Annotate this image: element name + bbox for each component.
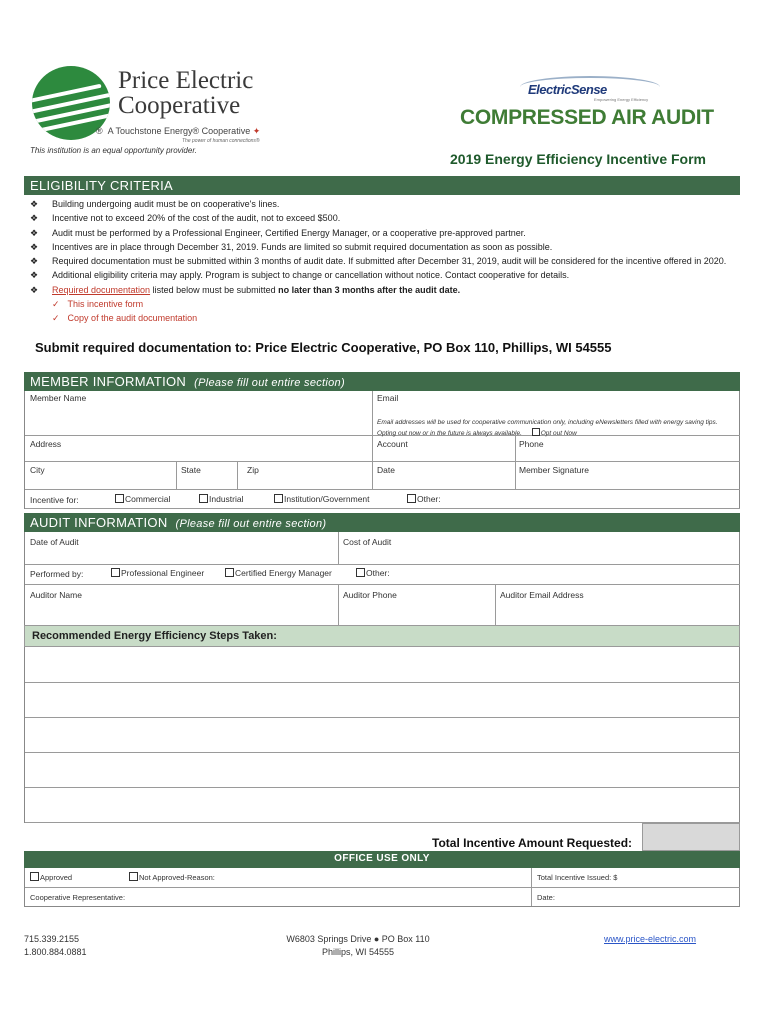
other-incentive-checkbox[interactable]: Other: (407, 494, 441, 504)
required-documentation-link[interactable]: Required documentation (52, 284, 151, 295)
not-approved-checkbox[interactable]: Not Approved-Reason: (129, 872, 215, 882)
approved-checkbox[interactable]: Approved (30, 872, 72, 882)
certified-energy-manager-checkbox[interactable]: Certified Energy Manager (225, 568, 332, 578)
page-title: COMPRESSED AIR AUDIT (460, 106, 714, 129)
address-field[interactable]: Address (30, 439, 62, 449)
program-logo: ElectricSense (528, 82, 607, 97)
recommended-steps-lines[interactable] (24, 647, 740, 823)
footer-address: W6803 Springs Drive ● PO Box 110 Phillips, WI 54555 (286, 934, 430, 957)
account-field[interactable]: Account (377, 439, 408, 449)
audit-info-header: AUDIT INFORMATION (Please fill out entire section) (24, 513, 740, 532)
member-name-field[interactable]: Member Name (30, 393, 87, 403)
list-item: ❖ Incentive not to exceed 20% of the cost of the audit, not to exceed $500. (30, 211, 730, 225)
list-item: ✓ This incentive form (52, 299, 144, 310)
submit-instructions: Submit required documentation to: Price Electric Cooperative, PO Box 110, Phillips, WI 54555 (35, 340, 612, 355)
opt-out-checkbox[interactable]: Opt out Now (532, 430, 577, 437)
org-subtagline: The power of human connections® (182, 138, 260, 144)
diamond-bullet-icon: ❖ (30, 227, 39, 238)
auditor-email-field[interactable]: Auditor Email Address (500, 590, 584, 600)
eligibility-list (30, 197, 730, 326)
recommended-steps-header: Recommended Energy Efficiency Steps Taken: (24, 625, 740, 647)
commercial-checkbox[interactable]: Commercial (115, 494, 170, 504)
phone-field[interactable]: Phone (519, 439, 544, 449)
total-incentive-field[interactable] (642, 823, 740, 851)
list-item: ❖ Required documentation listed below must be submitted no later than 3 months after the audit date. (30, 283, 730, 297)
incentive-for-label: Incentive for: (30, 495, 79, 505)
list-item: ✓ Copy of the audit documentation (52, 313, 198, 324)
eligibility-header: ELIGIBILITY CRITERIA (24, 176, 740, 195)
program-logo-tag: Empowering Energy Efficiency (594, 97, 649, 102)
list-item: ❖ Incentives are in place through December 31, 2019. Funds are limited so submit required documentation as soon as possible. (30, 240, 730, 254)
list-item: ❖ Additional eligibility criteria may apply. Program is subject to change or cancellation without notice. Contact cooperative for details. (30, 268, 730, 282)
other-performer-checkbox[interactable]: Other: (356, 568, 390, 578)
audit-info-section (24, 532, 740, 625)
list-item: ❖ Building undergoing audit must be on cooperative's lines. (30, 197, 730, 211)
institution-government-checkbox[interactable]: Institution/Government (274, 494, 370, 504)
checkmark-icon: ✓ (52, 313, 60, 324)
diamond-bullet-icon: ❖ (30, 256, 39, 267)
diamond-bullet-icon: ❖ (30, 270, 39, 281)
list-item: ❖ Audit must be performed by a Professional Engineer, Certified Energy Manager, or a cooperative pre-approved partner. (30, 226, 730, 240)
date-field[interactable]: Date (377, 465, 395, 475)
diamond-bullet-icon: ❖ (30, 213, 39, 224)
website-link[interactable]: www.price-electric.com (604, 934, 697, 944)
zip-field[interactable]: Zip (247, 465, 259, 475)
cooperative-rep-field[interactable]: Cooperative Representative: (30, 893, 126, 902)
cost-of-audit-field[interactable]: Cost of Audit (343, 537, 392, 547)
office-date-field[interactable]: Date: (537, 893, 555, 902)
list-item: ❖ Required documentation must be submitted within 3 months of audit date. If submitted after December 31, 2019, audit will be considered for the incentive offered in 2020. (30, 254, 730, 268)
office-use-header: OFFICE USE ONLY (24, 851, 740, 868)
total-issued-field[interactable]: Total Incentive Issued: $ (537, 873, 618, 882)
performed-by-label: Performed by: (30, 569, 84, 579)
equal-opportunity-statement: This institution is an equal opportunity provider. (30, 146, 197, 155)
industrial-checkbox[interactable]: Industrial (199, 494, 244, 504)
email-field[interactable]: Email (377, 393, 399, 403)
auditor-phone-field[interactable]: Auditor Phone (343, 590, 397, 600)
diamond-bullet-icon: ❖ (30, 241, 39, 252)
total-incentive-label: Total Incentive Amount Requested: (432, 836, 633, 850)
office-use-section (24, 868, 740, 907)
member-info-section (24, 391, 740, 509)
state-field[interactable]: State (181, 465, 201, 475)
email-note: Email addresses will be used for cooperative communication only, including eNewsletters filled with energy saving tips. Opting out now or in the future is always available. Opt out Now (377, 419, 718, 437)
org-tagline: ® A Touchstone Energy® Cooperative ✦ (96, 126, 261, 136)
city-field[interactable]: City (30, 465, 45, 475)
checkmark-icon: ✓ (52, 299, 60, 310)
org-name: Price Electric Cooperative (118, 67, 254, 119)
member-info-header: MEMBER INFORMATION (Please fill out entire section) (24, 372, 740, 391)
date-of-audit-field[interactable]: Date of Audit (30, 537, 79, 547)
member-signature-field[interactable]: Member Signature (519, 465, 589, 475)
auditor-name-field[interactable]: Auditor Name (30, 590, 82, 600)
page-subtitle: 2019 Energy Efficiency Incentive Form (450, 151, 706, 167)
diamond-bullet-icon: ❖ (30, 284, 39, 295)
footer-phones: 715.339.2155 1.800.884.0881 (24, 934, 87, 957)
professional-engineer-checkbox[interactable]: Professional Engineer (111, 568, 204, 578)
diamond-bullet-icon: ❖ (30, 199, 39, 209)
